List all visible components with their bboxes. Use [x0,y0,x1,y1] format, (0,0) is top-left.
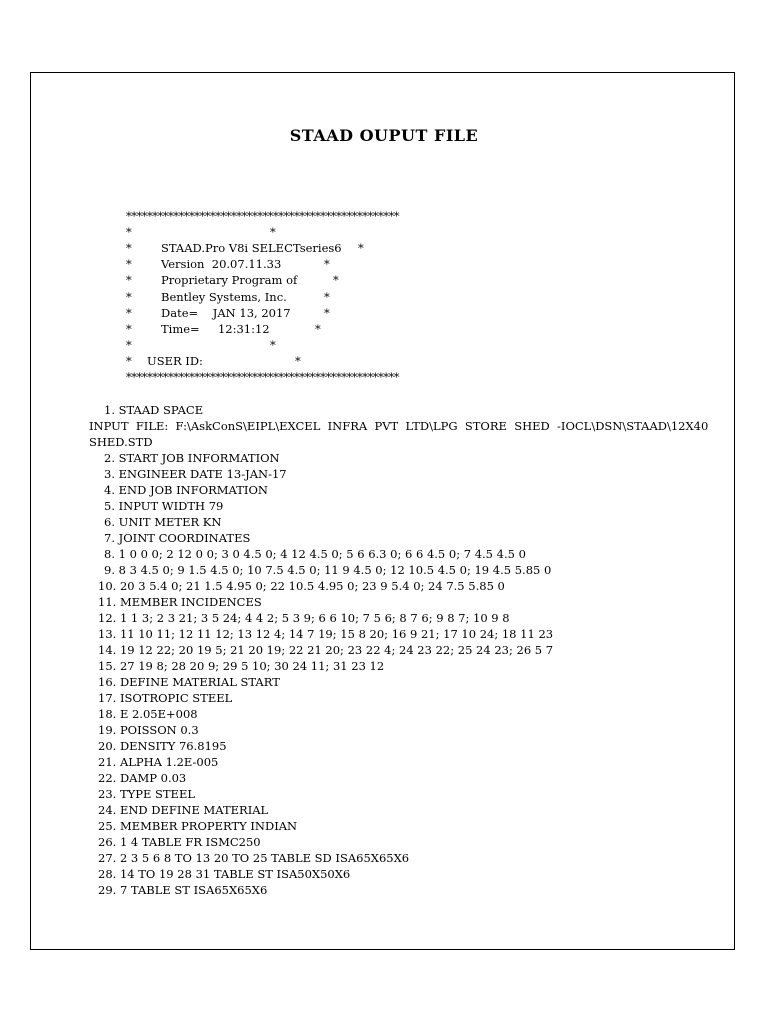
input-line: 11. MEMBER INCIDENCES [98,595,262,609]
input-line: 12. 1 1 3; 2 3 21; 3 5 24; 4 4 2; 5 3 9; 6 6 10; 7 5 6; 8 7 6; 9 8 7; 10 9 8 [98,611,510,625]
document-title: STAAD OUPUT FILE [289,126,479,145]
header-star-right: * [333,273,339,287]
header-star-right: * [295,354,301,368]
input-line: 20. DENSITY 76.8195 [98,739,227,753]
input-line: 25. MEMBER PROPERTY INDIAN [98,819,298,833]
header-program-name: STAAD.Pro V8i SELECTseries6 [161,241,342,255]
header-star-right: * [270,338,276,352]
header-proprietary: Proprietary Program of [161,273,298,287]
header-star-right: * [324,290,330,304]
input-line: 16. DEFINE MATERIAL START [98,675,280,689]
input-line: 26. 1 4 TABLE FR ISMC250 [98,835,261,849]
input-line: 17. ISOTROPIC STEEL [98,691,233,705]
input-line: 2. START JOB INFORMATION [104,451,280,465]
header-star-left: * [126,290,132,304]
header-border-bottom: **************************************************** [126,370,399,384]
input-line: 23. TYPE STEEL [98,787,195,801]
input-line: 6. UNIT METER KN [104,515,222,529]
input-line: 19. POISSON 0.3 [98,723,199,737]
header-star-right: * [270,225,276,239]
header-star-left: * [126,322,132,336]
header-version: Version 20.07.11.33 [161,257,282,271]
input-line: 28. 14 TO 19 28 31 TABLE ST ISA50X50X6 [98,867,351,881]
input-line: 18. E 2.05E+008 [98,707,198,721]
header-star-right: * [358,241,364,255]
input-line: 3. ENGINEER DATE 13-JAN-17 [104,467,287,481]
input-line: 7. JOINT COORDINATES [104,531,251,545]
input-line: 9. 8 3 4.5 0; 9 1.5 4.5 0; 10 7.5 4.5 0; 11 9 4.5 0; 12 10.5 4.5 0; 19 4.5 5.85 0 [104,563,552,577]
input-line: 27. 2 3 5 6 8 TO 13 20 TO 25 TABLE SD ISA65X65X6 [98,851,410,865]
input-line: 15. 27 19 8; 28 20 9; 29 5 10; 30 24 11; 31 23 12 [98,659,385,673]
header-border-top: **************************************************** [126,209,399,223]
input-line: 5. INPUT WIDTH 79 [104,499,224,513]
input-line: 4. END JOB INFORMATION [104,483,268,497]
input-line: 10. 20 3 5.4 0; 21 1.5 4.95 0; 22 10.5 4.95 0; 23 9 5.4 0; 24 7.5 5.85 0 [98,579,505,593]
input-file-path: INPUT FILE: F:\AskConS\EIPL\EXCEL INFRA PVT LTD\LPG STORE SHED -IOCL\DSN\STAAD\12X40 [89,419,709,433]
input-line: 1. STAAD SPACE [104,403,204,417]
header-star-right: * [324,257,330,271]
header-star-left: * [126,225,132,239]
header-star-left: * [126,273,132,287]
input-line: SHED.STD [89,435,153,449]
header-star-left: * [126,338,132,352]
input-line: 24. END DEFINE MATERIAL [98,803,269,817]
header-star-left: * [126,354,132,368]
input-line: 21. ALPHA 1.2E-005 [98,755,219,769]
header-star-left: * [126,241,132,255]
input-line: 29. 7 TABLE ST ISA65X65X6 [98,883,268,897]
input-line: 8. 1 0 0 0; 2 12 0 0; 3 0 4.5 0; 4 12 4.5 0; 5 6 6.3 0; 6 6 4.5 0; 7 4.5 4.5 0 [104,547,526,561]
input-line: 22. DAMP 0.03 [98,771,187,785]
header-star-right: * [324,306,330,320]
input-line: 13. 11 10 11; 12 11 12; 13 12 4; 14 7 19; 15 8 20; 16 9 21; 17 10 24; 18 11 23 [98,627,554,641]
input-line: 14. 19 12 22; 20 19 5; 21 20 19; 22 21 20; 23 22 4; 24 23 22; 25 24 23; 26 5 7 [98,643,554,657]
header-star-left: * [126,257,132,271]
header-star-left: * [126,306,132,320]
header-company: Bentley Systems, Inc. [161,290,287,304]
header-user-id: USER ID: [147,354,203,368]
header-star-right: * [315,322,321,336]
header-date: Date= JAN 13, 2017 [161,306,291,320]
header-time: Time= 12:31:12 [161,322,270,336]
